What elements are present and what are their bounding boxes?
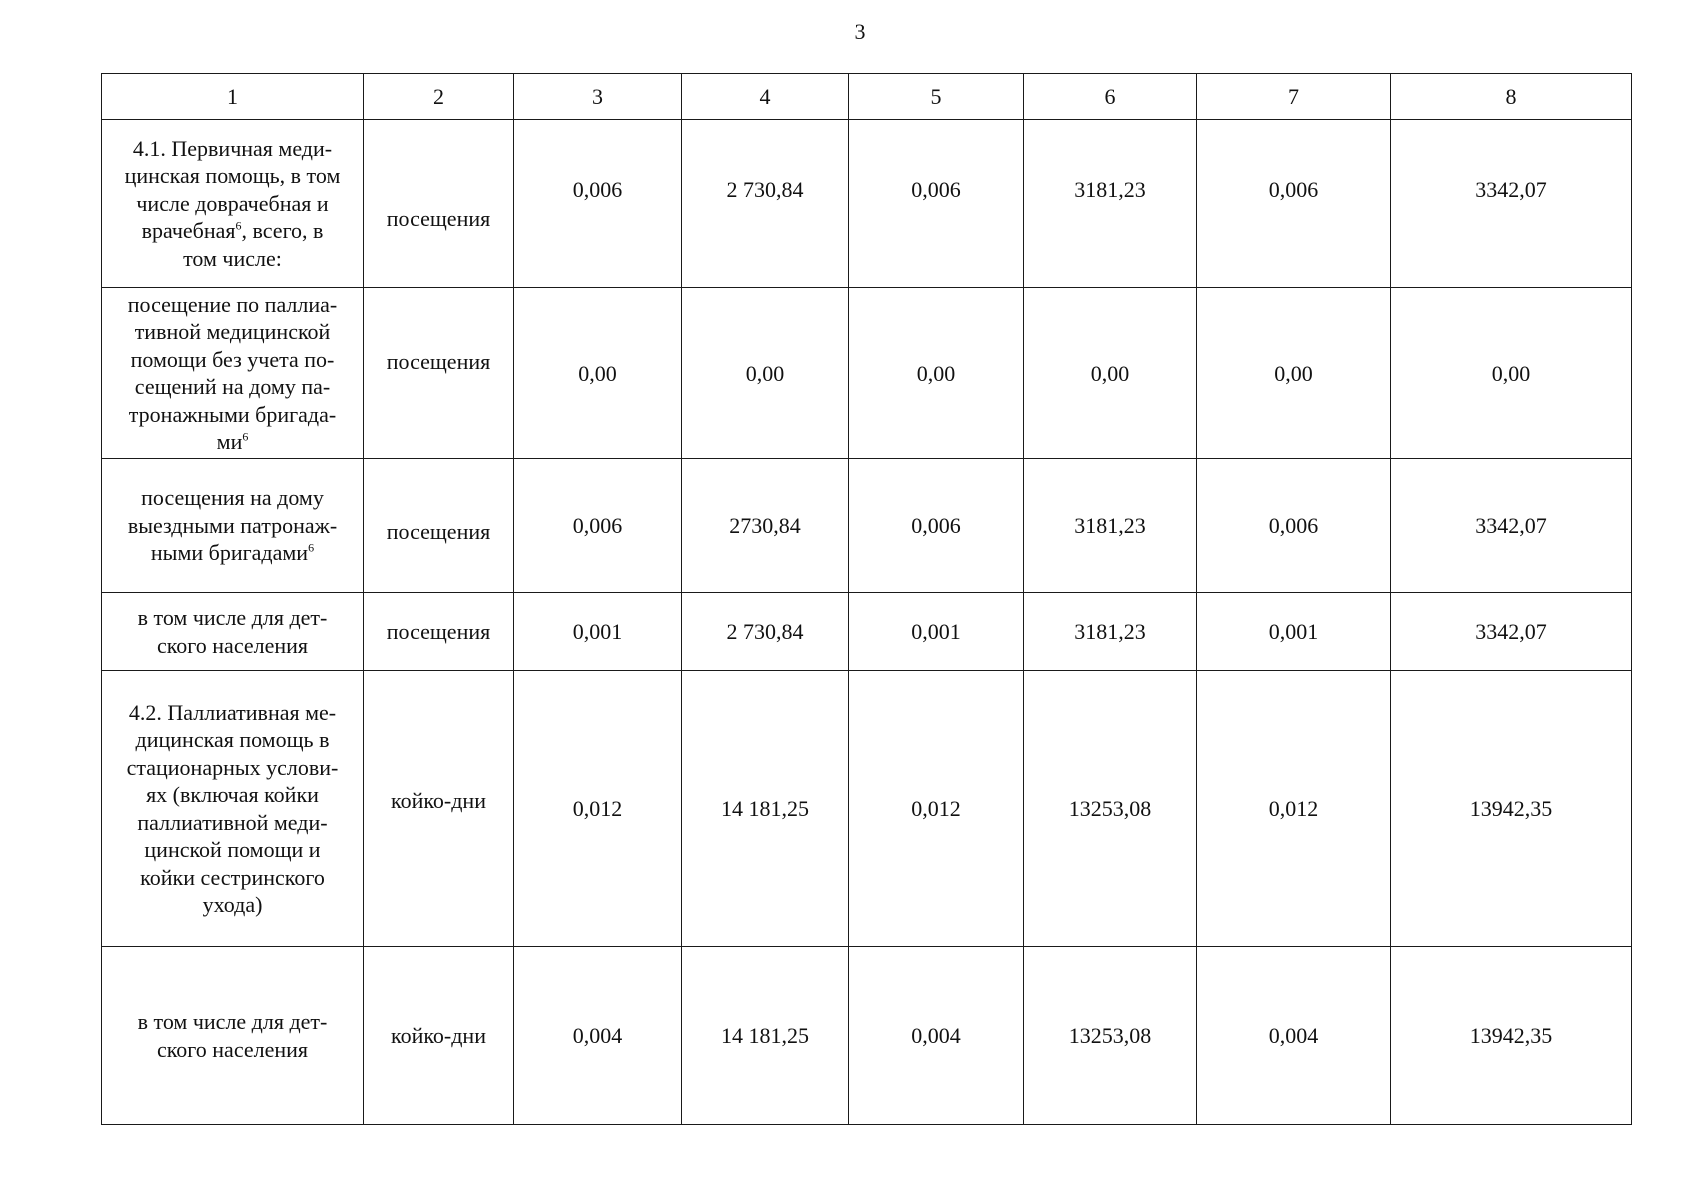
- value-cell: [682, 288, 849, 459]
- column-header: 4: [682, 74, 849, 120]
- table-row: [102, 459, 1632, 593]
- unit-text: койко-дни: [391, 1023, 486, 1048]
- row-label-cell: [102, 671, 364, 947]
- unit-cell: [364, 671, 514, 947]
- row-label-cell: [102, 947, 364, 1125]
- cell-value: 0,00: [578, 360, 617, 386]
- row-label: в том числе для дет- ского населения: [137, 605, 328, 658]
- value-cell: [1024, 459, 1197, 593]
- footnote-marker: 6: [235, 218, 242, 233]
- cell-value: 0,00: [1274, 360, 1313, 386]
- row-label: 4.2. Паллиативная ме- дицинская помощь в стационарных услови- ях (включая койки паллиативной меди- цинской помощи и койки сестринского ухода): [126, 699, 339, 917]
- value-cell: [1391, 947, 1632, 1125]
- value-cell: [1391, 288, 1632, 459]
- row-label: в том числе для дет- ского населения: [137, 1009, 328, 1062]
- cell-value: 0,004: [911, 1023, 961, 1048]
- cell-value: 0,006: [1268, 177, 1319, 202]
- value-cell: [1024, 120, 1197, 288]
- value-cell: [682, 459, 849, 593]
- row-label-tail: , всего, в том числе:: [183, 218, 324, 271]
- value-cell: [514, 947, 682, 1125]
- cell-value: 0,00: [745, 360, 785, 386]
- value-cell: [849, 120, 1024, 288]
- value-cell: [514, 671, 682, 947]
- value-cell: [849, 947, 1024, 1125]
- value-cell: [682, 120, 849, 288]
- column-header: 3: [514, 74, 682, 120]
- footnote-marker: 6: [308, 540, 315, 555]
- value-cell: [1391, 120, 1632, 288]
- table-header-row: [102, 74, 1632, 120]
- cell-value: 0,006: [911, 513, 961, 538]
- cell-value: 3181,23: [1074, 177, 1146, 202]
- value-cell: [1197, 288, 1391, 459]
- page-number: 3: [854, 19, 866, 44]
- cell-value: 2730,84: [729, 513, 801, 538]
- cell-value: 3342,07: [1475, 513, 1547, 538]
- value-cell: [1391, 593, 1632, 671]
- unit-text: посещения: [386, 619, 491, 644]
- cell-value: 0,006: [572, 513, 623, 538]
- unit-cell: [364, 120, 514, 288]
- value-cell: [849, 671, 1024, 947]
- cell-value: 3181,23: [1074, 619, 1146, 644]
- cell-value: 0,012: [572, 796, 623, 821]
- data-table: [101, 73, 1632, 1125]
- row-label-cell: [102, 120, 364, 288]
- cell-value: 14 181,25: [721, 1023, 809, 1048]
- unit-text: койко-дни: [391, 788, 486, 813]
- value-cell: [1391, 671, 1632, 947]
- value-cell: [514, 120, 682, 288]
- row-label-cell: [102, 459, 364, 593]
- cell-value: 0,00: [916, 360, 956, 386]
- value-cell: [1197, 947, 1391, 1125]
- value-cell: [849, 593, 1024, 671]
- row-label-cell: [102, 593, 364, 671]
- cell-value: 0,00: [1491, 360, 1531, 386]
- value-cell: [849, 288, 1024, 459]
- cell-value: 0,006: [911, 177, 961, 202]
- value-cell: [514, 593, 682, 671]
- unit-cell: [364, 593, 514, 671]
- row-label: 4.1. Первичная меди- цинская помощь, в том числе доврачебная и врачебная: [124, 135, 341, 244]
- value-cell: [1024, 593, 1197, 671]
- value-cell: [1024, 671, 1197, 947]
- value-cell: [849, 459, 1024, 593]
- cell-value: 0,012: [1268, 796, 1319, 821]
- column-header: 2: [364, 74, 514, 120]
- cell-value: 0,00: [1090, 360, 1130, 386]
- unit-cell: [364, 459, 514, 593]
- column-header: 6: [1024, 74, 1197, 120]
- unit-text: посещения: [386, 348, 491, 374]
- column-header: 7: [1197, 74, 1391, 120]
- cell-value: 3342,07: [1475, 619, 1547, 644]
- cell-value: 3342,07: [1475, 177, 1547, 202]
- value-cell: [682, 593, 849, 671]
- cell-value: 13253,08: [1068, 1023, 1152, 1048]
- value-cell: [1197, 459, 1391, 593]
- table-row: [102, 671, 1632, 947]
- row-label: посещение по паллиа- тивной медицинской помощи без учета по- сещений на дому па- тронажными бригада- ми: [127, 291, 338, 454]
- table-row: [102, 120, 1632, 288]
- column-header: 8: [1391, 74, 1632, 120]
- value-cell: [1024, 947, 1197, 1125]
- cell-value: 0,001: [1268, 619, 1319, 644]
- footnote-marker: 6: [242, 429, 249, 444]
- value-cell: [514, 459, 682, 593]
- value-cell: [682, 671, 849, 947]
- table-row: [102, 947, 1632, 1125]
- value-cell: [682, 947, 849, 1125]
- column-header: 5: [849, 74, 1024, 120]
- cell-value: 2 730,84: [726, 619, 804, 644]
- table-row: [102, 288, 1632, 459]
- cell-value: 0,001: [572, 619, 623, 644]
- value-cell: [1197, 593, 1391, 671]
- value-cell: [1391, 459, 1632, 593]
- unit-cell: [364, 947, 514, 1125]
- cell-value: 0,006: [1268, 513, 1319, 538]
- value-cell: [1197, 120, 1391, 288]
- cell-value: 0,012: [911, 796, 961, 821]
- cell-value: 13942,35: [1469, 1023, 1553, 1048]
- row-label-cell: [102, 288, 364, 459]
- cell-value: 13253,08: [1068, 796, 1152, 821]
- unit-text: посещения: [386, 206, 491, 231]
- column-header: 1: [102, 74, 364, 120]
- cell-value: 0,004: [572, 1023, 623, 1048]
- value-cell: [514, 288, 682, 459]
- row-label: посещения на дому выездными патронаж- ными бригадами: [127, 485, 338, 566]
- unit-text: посещения: [386, 519, 491, 544]
- cell-value: 13942,35: [1469, 796, 1553, 821]
- cell-value: 0,001: [911, 619, 961, 644]
- cell-value: 0,006: [572, 177, 623, 202]
- value-cell: [1197, 671, 1391, 947]
- cell-value: 2 730,84: [726, 177, 804, 202]
- unit-cell: [364, 288, 514, 459]
- cell-value: 3181,23: [1074, 513, 1146, 538]
- cell-value: 14 181,25: [721, 796, 809, 821]
- table-row: [102, 593, 1632, 671]
- value-cell: [1024, 288, 1197, 459]
- cell-value: 0,004: [1268, 1023, 1319, 1048]
